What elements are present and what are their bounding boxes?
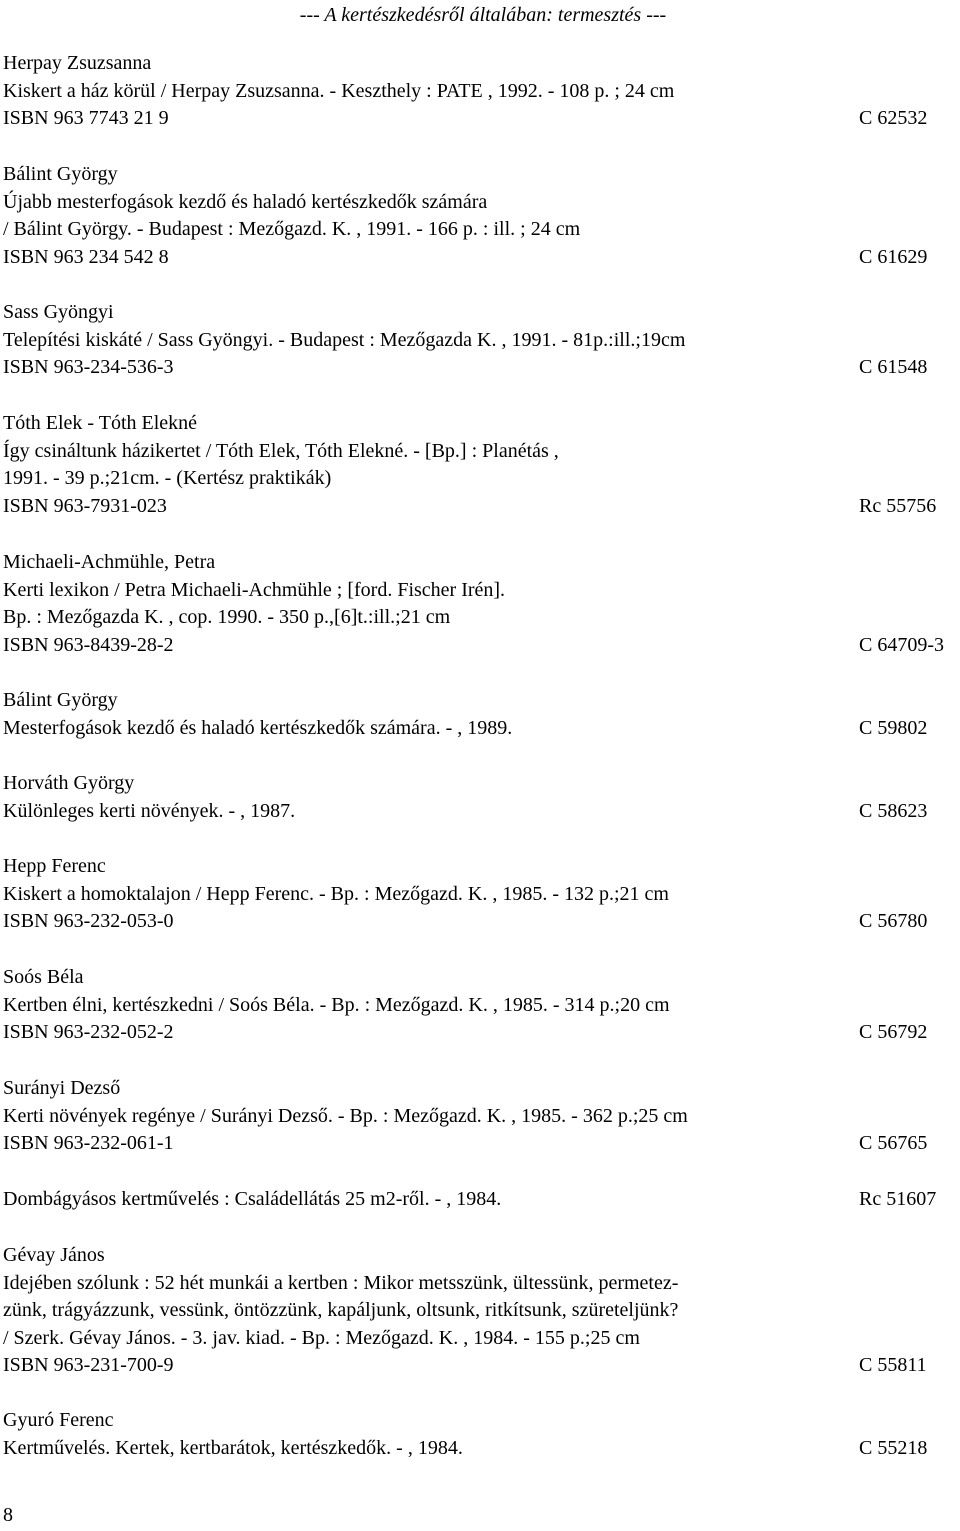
- entry-line: Különleges kerti növények. - , 1987.: [3, 799, 296, 822]
- entry-author: Gévay János: [3, 1244, 105, 1266]
- entry-line: Mesterfogások kezdő és haladó kertészkedők számára. - , 1989.: [3, 716, 513, 739]
- entry-author: Surányi Dezső: [3, 1077, 121, 1099]
- entry-line: ISBN 963 7743 21 9: [3, 107, 169, 130]
- entry-author: Bálint György: [3, 689, 118, 711]
- call-number: Rc 55756: [859, 494, 937, 517]
- catalog-entry: [3, 299, 943, 382]
- catalog-entry: [3, 770, 943, 825]
- catalog-entry: [3, 687, 943, 742]
- call-number: C 55811: [859, 1354, 927, 1377]
- catalog-entry: [3, 1242, 943, 1380]
- catalog-entry: [3, 964, 943, 1047]
- catalog-entry: [3, 410, 943, 520]
- call-number: C 56765: [859, 1132, 928, 1155]
- catalog-entry: [3, 1186, 943, 1214]
- call-number: C 56780: [859, 910, 928, 933]
- entry-author: Tóth Elek - Tóth Elekné: [3, 412, 198, 434]
- entry-author: Hepp Ferenc: [3, 855, 106, 877]
- entry-line: Újabb mesterfogások kezdő és haladó kertészkedők számára: [3, 190, 488, 213]
- entry-line: Így csináltunk házikertet / Tóth Elek, Tóth Elekné. - [Bp.] : Planétás ,: [3, 439, 559, 462]
- call-number: C 62532: [859, 107, 928, 130]
- entry-line: Kiskert a homoktalajon / Hepp Ferenc. - Bp. : Mezőgazd. K. , 1985. - 132 p.;21 cm: [3, 882, 669, 905]
- catalog-entry: [3, 853, 943, 936]
- entry-line: ISBN 963-231-700-9: [3, 1354, 174, 1377]
- entry-author: Soós Béla: [3, 966, 84, 988]
- entry-line: Kerti lexikon / Petra Michaeli-Achmühle ; [ford. Fischer Irén].: [3, 578, 506, 601]
- call-number: C 61548: [859, 356, 928, 379]
- call-number: C 55218: [859, 1436, 928, 1459]
- entry-author: Herpay Zsuzsanna: [3, 52, 152, 74]
- entry-line: Bp. : Mezőgazda K. , cop. 1990. - 350 p.,[6]t.:ill.;21 cm: [3, 606, 451, 629]
- entry-author: Sass Gyöngyi: [3, 301, 114, 323]
- entry-line: ISBN 963-232-053-0: [3, 910, 174, 933]
- entry-line: zünk, trágyázzunk, vessünk, öntözzünk, kapáljunk, oltsunk, ritkítsunk, szüreteljünk?: [3, 1299, 679, 1322]
- entry-line: Telepítési kiskáté / Sass Gyöngyi. - Budapest : Mezőgazda K. , 1991. - 81p.:ill.;19cm: [3, 328, 686, 351]
- entry-line: Dombágyásos kertművelés : Családellátás 25 m2-ről. - , 1984.: [3, 1188, 502, 1210]
- catalog-entry: [3, 1407, 943, 1462]
- entry-line: Idejében szólunk : 52 hét munkái a kertben : Mikor metsszünk, ültessünk, permetez-: [3, 1271, 679, 1294]
- entry-author: Horváth György: [3, 772, 135, 794]
- entry-line: / Bálint György. - Budapest : Mezőgazd. K. , 1991. - 166 p. : ill. ; 24 cm: [3, 218, 581, 241]
- page-header: --- A kertészkedésről általában: termesztés ---: [299, 4, 667, 26]
- entry-line: Kertben élni, kertészkedni / Soós Béla. - Bp. : Mezőgazd. K. , 1985. - 314 p.;20 cm: [3, 993, 670, 1016]
- entry-author: Gyuró Ferenc: [3, 1409, 114, 1431]
- entry-author: Bálint György: [3, 163, 118, 185]
- entry-line: ISBN 963-8439-28-2: [3, 633, 174, 656]
- catalog-entry: [3, 549, 943, 659]
- entry-line: ISBN 963-232-052-2: [3, 1021, 174, 1044]
- entry-line: ISBN 963-234-536-3: [3, 356, 174, 379]
- entry-line: / Szerk. Gévay János. - 3. jav. kiad. - Bp. : Mezőgazd. K. , 1984. - 155 p.;25 cm: [3, 1326, 640, 1349]
- call-number: C 61629: [859, 245, 928, 268]
- call-number: C 58623: [859, 799, 928, 822]
- call-number: C 64709-3: [859, 633, 944, 656]
- catalog-entry: [3, 50, 943, 133]
- call-number: Rc 51607: [859, 1188, 937, 1210]
- call-number: C 56792: [859, 1021, 928, 1044]
- entry-line: Kertművelés. Kertek, kertbarátok, kertészkedők. - , 1984.: [3, 1436, 463, 1459]
- entry-author: Michaeli-Achmühle, Petra: [3, 551, 216, 573]
- entry-line: Kiskert a ház körül / Herpay Zsuzsanna. - Keszthely : PATE , 1992. - 108 p. ; 24 cm: [3, 79, 675, 102]
- entry-line: Kerti növények regénye / Surányi Dezső. - Bp. : Mezőgazd. K. , 1985. - 362 p.;25 cm: [3, 1104, 688, 1127]
- page-number: 8: [3, 1504, 13, 1526]
- catalog-entry: [3, 161, 943, 271]
- call-number: C 59802: [859, 716, 928, 739]
- catalog-entry: [3, 1075, 943, 1158]
- entry-line: ISBN 963 234 542 8: [3, 245, 169, 268]
- entry-line: 1991. - 39 p.;21cm. - (Kertész praktikák): [3, 467, 332, 490]
- entry-line: ISBN 963-232-061-1: [3, 1132, 174, 1155]
- entry-line: ISBN 963-7931-023: [3, 494, 167, 517]
